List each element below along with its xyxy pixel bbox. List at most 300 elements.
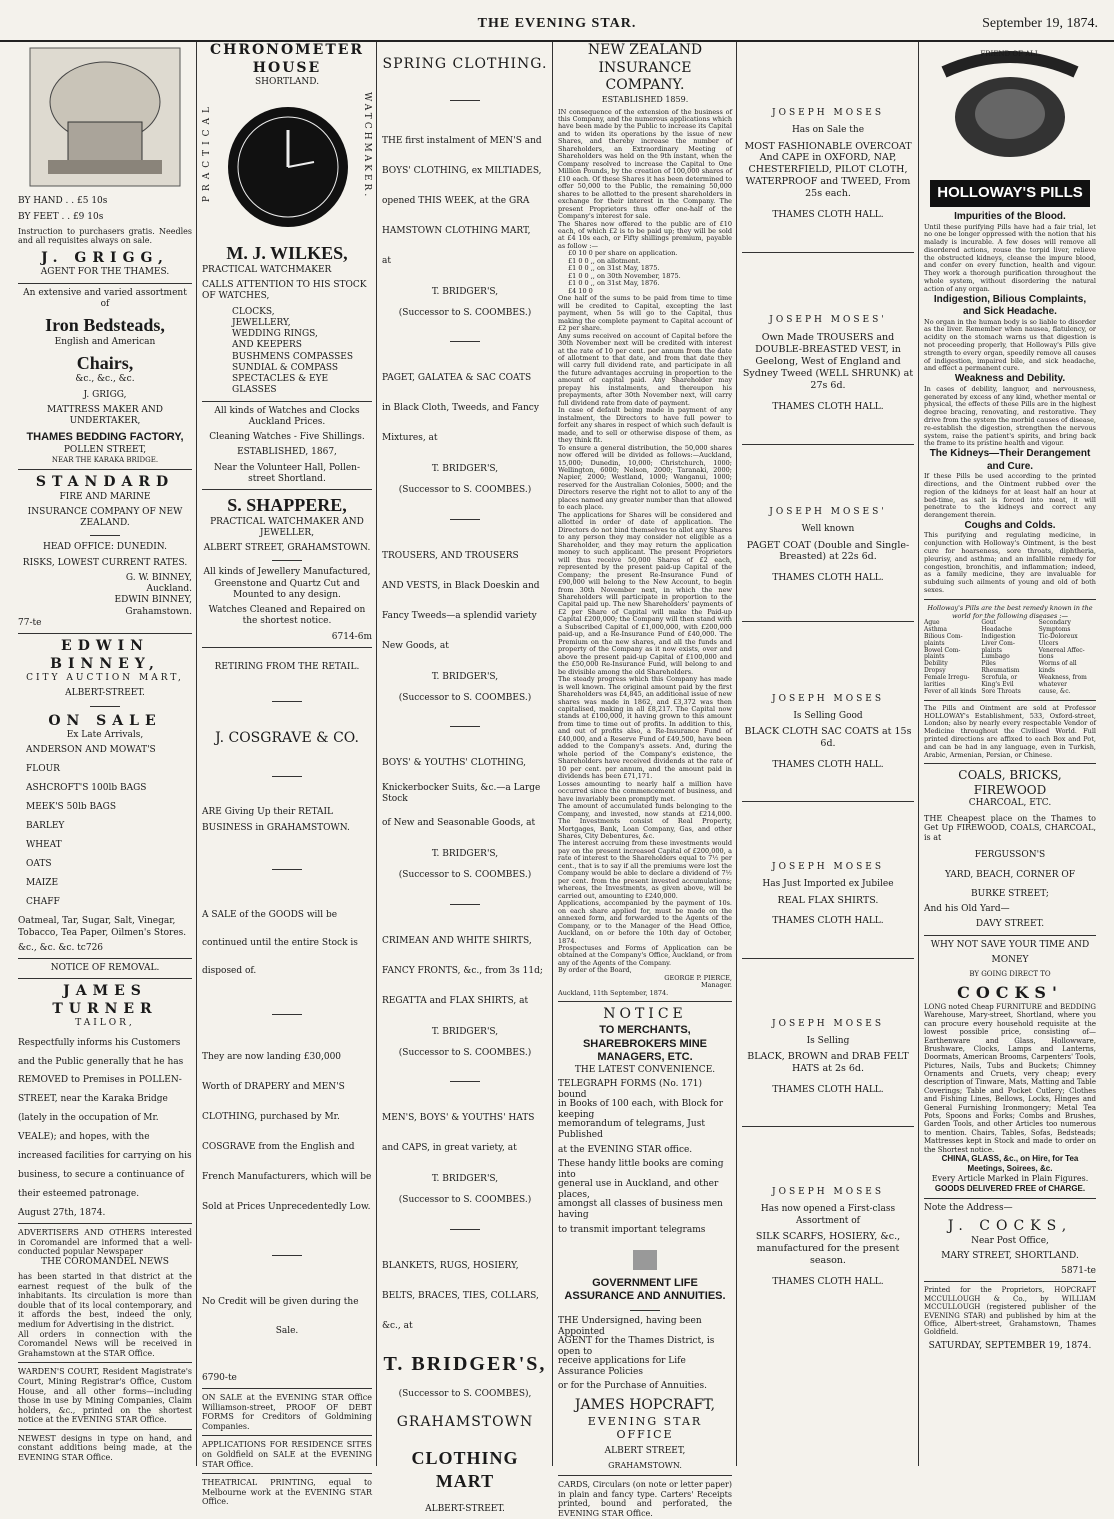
standard-sub2: INSURANCE COMPANY OF NEW ZEALAND. (27, 506, 183, 529)
bridger-line: Mixtures, at (382, 433, 438, 444)
mary-street: MARY STREET, SHORTLAND. (941, 1250, 1079, 1261)
disease-name: King's Evil (981, 681, 1014, 689)
disease-name: plaints (924, 653, 945, 661)
bridger-successor: (Successor to S. COOMBES.) (398, 692, 532, 703)
holloway-heading: Indigestion, Bilious Complaints, and Sick Headache. (933, 293, 1087, 318)
cards-circulars-ad: CARDS, Circulars (on note or letter paper) in plain and fancy type. Carters' Receipts printed, bound and perforated, the EVENING STAR Office. (558, 1480, 732, 1519)
imprint-date: SATURDAY, SEPTEMBER 19, 1874. (928, 1340, 1092, 1351)
chrono-location: Near the Volunteer Hall, Pollen-street Shortland. (213, 462, 361, 484)
disease-name: Liver Com- (981, 639, 1015, 647)
nz-paragraph: The applications for Shares will be considered and allotted in order of date of application. The Directors do not bind themselves to allot any Shares to any person they may consider not eligible as a Shareholder, and they may return the application money to such applicant. The present Proprietors will thus receive 50,000 Shares of £2 each, represented by the present paid-up Capital of the Company; the present Re-Insurance Fund of £90,000 will belong to the New Account, to begin from 30th November next, in which the new Shareholders will participate in proportion to the Capital paid up. The new Shareholders' payments of £2 per Share of Capital will make the Paid-up Capital £200,000; the Company will then stand with a Subscribed Capital of £1,000,000, with £200,000 paid-up, and a Re-Insurance Fund of £40,000. The Premium on the new shares, and all the funds and property of the Company as it now exists, over and above the present paid-up Capital of £100,000 and the £50,000 Re-Insurance Fund, will belong to and be divisible among the old Shareholders. (558, 510, 732, 676)
bridger-line: New Goods, at (382, 640, 449, 651)
wilkes-trade: PRACTICAL WATCHMAKER (202, 264, 332, 275)
note-address: Note the Address— (924, 1202, 1013, 1213)
agent-binney-2: EDWIN BINNEY, (114, 595, 192, 606)
grahamstown: GRAHAMSTOWN. (608, 1461, 682, 1471)
misc-stores: Oatmeal, Tar, Sugar, Salt, Vinegar, Tobacco, Tea Paper, Oilmen's Stores. (18, 916, 187, 938)
watchmaker-vertical: WATCHMAKER. (362, 92, 372, 200)
column-5 (742, 42, 914, 1466)
disease-name: Gout (981, 619, 997, 627)
gov-line: or for the Purchase of Annuities. (558, 1381, 707, 1392)
holloway-heading: Coughs and Colds. (964, 519, 1056, 531)
bridger-ad (382, 927, 548, 1083)
retiring-heading: RETIRING FROM THE RETAIL. (214, 661, 360, 672)
bridger-line: THE first instalment of MEN'S and (382, 135, 542, 146)
disease-name: Asthma (924, 625, 947, 633)
disease-name: Ulcers (1038, 639, 1059, 647)
retiring-line: continued until the entire Stock is (202, 937, 358, 948)
nz-paragraph: The steady progress which this Company has made is well known. The original amount paid by the first Shareholders was £4,845, an additional issue of new shares was made in 1862, and £3,372 was then capitalised, making in all £8,217. The Capital now stands at £100,000, it having grown to this amount from time to time out of profits. In addition to this, and out of profits also, a Re-Insurance Fund of £40,000, and a Reserve Fund of £49,500, have been added to the Company's assets. And, during the whole period of the Company's existence, the Shareholders have received dividends at the rate of 10 per cent. per annum, and the amount paid in dividends has been £71,171. (558, 675, 732, 781)
bridger-large-name: T. BRIDGER'S, (383, 1352, 547, 1375)
shappere-street: ALBERT STREET, GRAHAMSTOWN. (203, 543, 371, 553)
fergusson-name: FERGUSSON'S (974, 850, 1046, 861)
coromandel-text: has been started in that district at the earnest request of the bulk of the inhabitants. Its circulation is more than double that of its local contemporary, and it affords the best, indeed the only, medium for Advertising in the district. (18, 1271, 192, 1329)
retiring-line: Worth of DRAPERY and MEN'S (202, 1081, 345, 1092)
friend-of-all-banner: FRIEND OF ALL (980, 50, 1040, 59)
bridger-line: BLANKETS, RUGS, HOSIERY, (382, 1260, 519, 1271)
disease-name: Scrofula, or (981, 674, 1018, 682)
telegraph-forms-ad (558, 1006, 732, 1240)
disease-name: tions (1038, 653, 1054, 661)
clocks-prices: All kinds of Watches and Clocks Auckland Prices. (214, 405, 360, 427)
bridger-line: &c., at (382, 1320, 413, 1331)
bridger-ad-list (382, 127, 548, 1342)
warden-forms-ad: WARDEN'S COURT, Resident Magistrate's Court, Mining Registrar's Office, Custom House, and all other forms—including those in use by Mining Companies, Claim holders, &c., printed on the shortest notice at the EVENING STAR Office. (18, 1367, 192, 1425)
merchants-heading: TO MERCHANTS, SHAREBROKERS MINE MANAGERS, ETC. (582, 1023, 708, 1064)
disease-name: Lumbago (981, 653, 1010, 661)
chrono-heading: CHRONOMETER HOUSE (209, 42, 365, 76)
agent-location-2: Grahamstown. (125, 606, 192, 617)
column-rule (552, 42, 553, 1466)
schedule-row: £0 10 0 per share on application. (568, 249, 678, 258)
joseph-moses-ad (742, 507, 914, 622)
bridger-line: BOYS' CLOTHING, ex MILTIADES, (382, 165, 542, 176)
retiring-line: COSGRAVE from the English and (202, 1141, 355, 1152)
chrono-item: CLOCKS, (232, 306, 275, 317)
bridger-line: AND VESTS, in Black Doeskin and (382, 580, 540, 591)
instruction-text: Instruction to purchasers gratis. Needles and all requisites always on sale. (18, 226, 192, 246)
bridger-name: T. BRIDGER'S, (431, 1026, 499, 1037)
chrono-item: BUSHMENS COMPASSES (232, 351, 354, 362)
bridger-successor: (Successor to S. COOMBES.) (398, 485, 532, 496)
bridger-line: MEN'S, BOYS' & YOUTHS' HATS (382, 1113, 535, 1124)
nz-paragraph: One half of the sums to be paid from time to time will be credited to Capital, excepting the last payment, when 5s will go to the Capital, thus making the complete payment to Capital account of £2 per share. (558, 294, 732, 333)
shappere-name: S. SHAPPERE, (227, 495, 347, 515)
telegraph-text (558, 1080, 732, 1240)
gov-life-heading: GOVERNMENT LIFE ASSURANCE AND ANNUITIES. (564, 1276, 726, 1303)
government-life-ad (558, 1277, 732, 1472)
schedule-row: £4 10 0 (568, 286, 593, 295)
latest-convenience: THE LATEST CONVENIENCE. (574, 1065, 716, 1076)
thames-cloth-hall: THAMES CLOTH HALL. (772, 1276, 884, 1287)
agent-binney: G. W. BINNEY, (125, 572, 192, 583)
retiring-line: They are now landing £30,000 (202, 1051, 342, 1062)
established: ESTABLISHED, 1867, (237, 447, 337, 458)
moses-sub: Well known (801, 524, 855, 535)
binney-item: ASHCROFT'S 100lb BAGS (26, 783, 147, 794)
burke-street: BURKE STREET; (971, 888, 1049, 899)
removal-text: Respectfully informs his Customers and the Public generally that he has REMOVED to Premises in POLLEN-STREET, near the Karaka Bridge (lately in the occupation of Mr. VEALE); and hopes, with the increased facilities for carrying on his business, to secure a continuance of their esteemed patronage. (18, 1037, 192, 1199)
head-office: HEAD OFFICE: DUNEDIN. (43, 542, 167, 553)
disease-name: Bowel Com- (924, 646, 961, 654)
standard-sub: FIRE AND MARINE (59, 491, 151, 502)
removal-date: August 27th, 1874. (18, 1207, 106, 1218)
disease-name: whatever (1038, 681, 1068, 689)
hopcraft-name: JAMES HOPCRAFT, (574, 1397, 716, 1414)
disease-name: Ague (924, 619, 940, 627)
telegraph-line: in Books of 100 each, with Block for keeping (558, 1099, 723, 1121)
bridger-ad (382, 1104, 548, 1230)
disease-name: plaints (924, 639, 945, 647)
nz-insurance-established: ESTABLISHED 1859. (601, 94, 689, 104)
disease-name: Sore Throats (981, 687, 1021, 695)
joseph-moses-ad (742, 315, 914, 445)
risks-text: RISKS, LOWEST CURRENT RATES. (22, 557, 188, 568)
goods-delivered: GOODS DELIVERED FREE of CHARGE. (934, 1183, 1086, 1193)
joseph-moses-ad-list (742, 108, 914, 1288)
binney-heading: EDWIN BINNEY, (50, 638, 160, 672)
disease-name: Rheumatism (981, 667, 1020, 675)
retiring-line: CLOTHING, purchased by Mr. (202, 1111, 340, 1122)
street-text: POLLEN STREET, (63, 445, 147, 456)
issue-date: September 19, 1874. (982, 16, 1098, 31)
holloway-best-remedy: Holloway's Pills are the best remedy known in the world for the following diseases :— (927, 603, 1093, 620)
price-by-hand: BY HAND . . £5 10s (18, 196, 108, 207)
masthead (0, 0, 1114, 42)
ad-code: 6790-te (202, 1372, 237, 1383)
bridger-successor: (Successor to S. COOMBES.) (398, 1195, 532, 1206)
retiring-line: Sold at Prices Unprecedentedly Low. (202, 1201, 371, 1212)
charcoal-heading: CHARCOAL, ETC. (968, 798, 1052, 809)
moses-text: MOST FASHIONABLE OVERCOAT And CAPE in OXFORD, NAP, CHESTERFIELD, PILOT CLOTH, WATERPROOF and TWEED, From 25s each. (744, 140, 912, 199)
nz-insurance-ad (558, 42, 732, 997)
bridger-ad (382, 1252, 548, 1342)
turner-trade: TAILOR, (75, 1018, 135, 1029)
moses-text: Own Made TROUSERS and DOUBLE-BREASTED VEST, in Geelong, West of England and Sydney Tweed (WELL SHRUNK) at 27s 6d. (742, 332, 914, 391)
disease-name: plaints (981, 646, 1002, 654)
disease-table (924, 620, 1096, 696)
bridger-name: T. BRIDGER'S, (431, 1174, 499, 1184)
disease-name: Female Irregu- (924, 674, 970, 682)
telegraph-line: memorandum of telegrams, Just Published (558, 1119, 705, 1141)
holloway-heading: Weakness and Debility. (954, 373, 1066, 385)
binney-item: MEEK'S 50lb BAGS (26, 802, 116, 813)
cocks-name: COCKS' (957, 982, 1063, 1002)
holloway-text: No organ in the human body is so liable to disorder as the liver. Remember when nausea, flatulency, or acidity on the stomach warns us that digestion is not proceeding properly, that Holloway's Pills give strength to every organ, speedily remove all causes of indigestion, impaired bile, and sick headache, and effect a permanent cure. (924, 317, 1096, 373)
evening-star-office: EVENING STAR OFFICE (587, 1414, 703, 1442)
disease-name: Weakness, from (1038, 674, 1087, 682)
nz-insurance-body (558, 109, 732, 998)
cosgrave-retiring-ad (202, 662, 372, 1384)
moses-name: JOSEPH MOSES (772, 862, 884, 872)
notice-heading: NOTICE (603, 1006, 687, 1023)
chairs-heading: Chairs, (76, 352, 134, 373)
crest-icon (558, 1248, 732, 1272)
disease-name: Bilious Com- (924, 632, 963, 640)
bridger-ad (382, 749, 548, 905)
ad-code: 77-te (18, 617, 42, 628)
bridger-ad (382, 364, 548, 520)
holloway-heading: Impurities of the Blood. (954, 211, 1066, 222)
chronometer-house-ad (202, 42, 372, 485)
shappere-trade: PRACTICAL WATCHMAKER AND JEWELLER, (210, 516, 364, 538)
nz-paragraph: IN consequence of the extension of the business of this Company, and the numerous applications which have been made by the Public to increase its Capital and to widen its operations by the issue of new Shares, and thereby increase the number of Shareholders, an Extraordinary Meeting of Shareholders was held on the 9th instant, when the Company resolved to increase the Capital to One Million Pounds, by the creation of 100,000 shares of £10 each. Of these Shares it has been determined to offer 50,000 to the Public, the remaining 50,000 shares to be allotted to the present shareholders in exchange for their interest in the Company. The present Proprietors thus offer one-half of the Company's interest for sale. (558, 107, 732, 221)
telegraph-line: TELEGRAPH FORMS (No. 171) bound (558, 1079, 703, 1101)
etc-line: &c., &c. &c. tc726 (18, 942, 104, 953)
chrono-item: JEWELLERY, (232, 317, 291, 328)
disease-name: Fever of all kinds (924, 687, 977, 695)
retiring-line: A SALE of the GOODS will be (202, 909, 338, 920)
cocks-name-2: J. COCKS, (947, 1218, 1073, 1235)
binney-item: WHEAT (26, 840, 62, 851)
column-rule (196, 42, 197, 1466)
thames-cloth-hall: THAMES CLOTH HALL. (772, 401, 884, 412)
column-rule (918, 42, 919, 1466)
retiring-line: disposed of. (202, 965, 257, 976)
residence-sites-ad: APPLICATIONS FOR RESIDENCE SITES on Goldfield on SALE at the EVENING STAR Office. (202, 1440, 372, 1469)
retiring-line: BUSINESS in GRAHAMSTOWN. (202, 822, 350, 833)
thames-cloth-hall: THAMES CLOTH HALL. (772, 916, 884, 927)
thames-cloth-hall: THAMES CLOTH HALL. (772, 759, 884, 770)
binney-item-list (18, 745, 192, 916)
bedsteads-heading: Iron Bedsteads, (45, 315, 165, 336)
disease-name: Venereal Affec- (1038, 646, 1085, 654)
bridger-line: CRIMEAN AND WHITE SHIRTS, (382, 935, 532, 946)
schedule-row: £1 0 0 ,, on 30th November, 1875. (568, 271, 681, 280)
moses-name: JOSEPH MOSES' (769, 315, 887, 326)
nz-signature: GEORGE P. PIERCE, (664, 973, 732, 982)
holloway-text: If these Pills be used according to the printed directions, and the Ointment rubbed over the region of the kidneys for at least half an hour at bed-time, as salt is forced into meat, it will penetrate to the kidneys and correct any derangement therein. (924, 472, 1096, 520)
spring-clothing-heading: SPRING CLOTHING. (382, 56, 548, 72)
bridger-line: BELTS, BRACES, TIES, COLLARS, (382, 1290, 539, 1301)
chrono-item: WEDDING RINGS, (232, 329, 318, 339)
column-6 (924, 42, 1096, 1466)
moses-text: BLACK, BROWN and DRAB FELT HATS at 2s 6d. (747, 1051, 909, 1074)
disease-name: Tic-Doloreux (1038, 632, 1078, 640)
retiring-line: Sale. (275, 1325, 299, 1336)
holloway-text: This purifying and regulating medicine, in conjunction with Holloway's Ointment, is the best cure for hoarseness, sore throats, diphtheria, pleurisy, and asthma; and an infallible remedy for congestion, bronchitis, and inflammation; indeed, as a family medicine, they are invaluable for subduing such ailments of young and old of both sexes. (924, 531, 1096, 594)
bridger-ad (382, 542, 548, 728)
moses-name: JOSEPH MOSES' (769, 507, 887, 517)
schedule-row: £1 0 0 ,, on 31st May, 1876. (568, 279, 660, 288)
moses-text: REAL FLAX SHIRTS. (777, 894, 879, 906)
joseph-moses-ad (742, 694, 914, 803)
going-direct: BY GOING DIRECT TO (969, 970, 1051, 979)
disease-name: Indigestion (981, 632, 1016, 640)
telegraph-line: at the EVENING STAR office. (558, 1144, 693, 1155)
binney-item: OATS (26, 859, 52, 870)
column-4 (558, 42, 732, 1519)
removal-heading: NOTICE OF REMOVAL. (50, 963, 160, 974)
bridger-successor: (Successor to S. COOMBES.) (398, 1047, 532, 1058)
bridger-ad (382, 127, 548, 343)
removal-ad (18, 963, 192, 1219)
moses-name: JOSEPH MOSES (772, 1018, 884, 1029)
fergusson-ad (924, 768, 1096, 930)
nz-paragraph: To ensure a general distribution, the 50,000 shares now offered will be divided as follows:—Auckland, 15,000; Dunedin, 10,000; Christchurch, 1000; Wellington, 6000; Nelson, 2000; Taranaki, 2000; Napier, 2000; Westland, 1000; Wanganui, 1000; reserved for the Australian Colonies, 5000; and the Directors reserve the right not to allot to any of the places named any greater number than that allowed to each place. (558, 443, 732, 512)
telegraph-line: These handy little books are coming into (558, 1159, 724, 1181)
bedsteads-sub: English and American (54, 336, 156, 347)
disease-name: Headache (981, 625, 1012, 633)
bridger-line: REGATTA and FLAX SHIRTS, at (382, 995, 529, 1006)
coromandel-orders: All orders in connection with the Coromandel News will be received in Grahamstown at the STAR Office. (18, 1329, 192, 1358)
standard-insurance-ad (18, 474, 192, 629)
thames-cloth-hall: THAMES CLOTH HALL. (772, 209, 884, 220)
old-yard: And his Old Yard— (924, 904, 1010, 915)
nz-signature-title: Manager. (700, 981, 732, 990)
nz-paragraph: Any sums received on account of Capital before the 30th November next will be credited with interest at the rate of 10 per cent. per annum from the date of allotment to that date, and from that date they will carry full dividend rate, and participate in all the future advantages accruing in proportion to the amount of capital paid. Any Shareholder may prepay his instalments, and thereupon his prepayments, after 30th November next, will carry full dividend rate from date of payment. (558, 331, 732, 407)
moses-name: JOSEPH MOSES (772, 108, 884, 118)
albert-street-text: ALBERT-STREET. (425, 1504, 505, 1515)
thames-cloth-hall: THAMES CLOTH HALL. (772, 1084, 884, 1095)
binney-item: FLOUR (26, 764, 60, 775)
nz-paragraph: Losses amounting to nearly half a million have occurred since the commencement of business, and have invariably been promptly met. (558, 779, 732, 803)
binney-street: ALBERT-STREET. (65, 688, 145, 699)
moses-text: BLACK CLOTH SAC COATS at 15s 6d. (744, 726, 912, 749)
nz-order: By order of the Board, (558, 966, 632, 975)
albert-street: ALBERT STREET, (604, 1446, 686, 1457)
wilkes-name: M. J. WILKES, (226, 243, 348, 264)
near-text: NEAR THE KARAKA BRIDGE. (51, 456, 159, 465)
ad-code: 5871-te (1061, 1266, 1096, 1277)
bridger-successor: (Successor to S. COOMBES), (398, 1388, 532, 1399)
gov-line: AGENT for the Thames District, is open to (558, 1335, 715, 1358)
sewing-machine-ad (18, 42, 192, 279)
chrono-item-list (202, 307, 372, 397)
column-rule (376, 42, 377, 1466)
column-1 (18, 42, 192, 1466)
moses-sub: Is Selling Good (793, 710, 863, 721)
telegraph-line: amongst all classes of business men having (558, 1199, 723, 1221)
retiring-line: ARE Giving Up their RETAIL (202, 806, 334, 817)
cleaning-price: Cleaning Watches - Five Shillings. (209, 432, 365, 442)
clock-illustration (224, 92, 352, 242)
retiring-line: French Manufacturers, which will be (202, 1171, 372, 1182)
bridger-name: T. BRIDGER'S, (431, 671, 499, 682)
standard-heading: STANDARD (35, 474, 175, 491)
moses-sub: Is Selling (806, 1035, 850, 1046)
disease-name: larities (924, 681, 946, 689)
ad-code: 6714-6m (331, 631, 372, 642)
holloway-crest-illustration (924, 42, 1096, 172)
shappere-ad (202, 494, 372, 643)
bridger-line: BOYS' & YOUTHS' CLOTHING, (382, 758, 526, 769)
nz-date: Auckland, 11th September, 1874. (558, 988, 669, 997)
schedule-row: £1 0 0 ,, on 31st May, 1875. (568, 264, 660, 273)
bridger-line: at (382, 255, 391, 266)
bridger-line: of New and Seasonable Goods, at (382, 818, 536, 829)
telegraph-line: to transmit important telegrams (558, 1224, 706, 1235)
disease-name: Symptoms (1038, 625, 1071, 633)
holloway-text: The Pills and Ointment are sold at Professor HOLLOWAY's Establishment, 533, Oxford-street, London; also by nearly every respectable Vendor of Medicine throughout the Civilised World. Full printed directions are affixed to each Box and Pot, and can be had in any language, even in Turkish, Arabic, Armenian, Persian, or Chinese. (924, 703, 1096, 759)
moses-name: JOSEPH MOSES (772, 693, 884, 704)
shappere-text: All kinds of Jewellery Manufactured, Greenstone and Quartz Cut and Mounted to any design. (203, 567, 371, 600)
etc-line: &c., &c., &c. (75, 374, 135, 385)
cocks-text: LONG noted Cheap FURNITURE and BEDDING Warehouse, Mary-street, Shortland, where you can procure every household requisite at the lowest possible price, consisting of—Earthenware and Glass, Hollowware, Brushware, Clocks, Lamps and Lanterns, Doormats, American Brooms, Carpenters' Tools, Pictures, Nails, Tubs and Buckets; Chimney Ornaments and Cruets, very cheap; every description of Tinware, Mats, Matting and Table Coverings; Table and Pocket Cutlery; Clothes and Fishing Lines, Bellows, Locks, Hinges and General Furnishing Ironmongery; Metal Tea Pots, Spoons and Forks; Combs and Brushes, Garden Tools, and other Articles too numerous to mention. Chairs, Tables, Sofas, Bedsteads; Mattresses kept in Stock and made to order on the Shortest notice. (924, 1002, 1096, 1154)
binney-item: ANDERSON AND MOWAT'S (26, 745, 156, 756)
schedule-row: £1 0 0 ,, on allotment. (568, 256, 641, 265)
bridger-line: opened THIS WEEK, at the GRA (382, 195, 530, 206)
disease-name: Piles (981, 660, 996, 668)
joseph-moses-ad (742, 108, 914, 253)
gov-life-text (558, 1317, 732, 1397)
holloway-text: In cases of debility, languor, and nervousness, generated by excess of any kind, whether mental or physical, the effects of these Pills are in the highest degree bracing, renovating, and restorative. They drive from the system the morbid causes of disease, re-establish the digestion, strengthen the nervous system, raise the patient's spirits, and bring back the frame to its pristine health and vigour. (924, 384, 1096, 448)
bridger-name: T. BRIDGER'S, (431, 464, 499, 474)
gov-line: receive applications for Life Assurance Policies (558, 1355, 686, 1378)
bridger-name: T. BRIDGER'S, (431, 286, 499, 297)
holloway-text: Until these purifying Pills have had a fair trial, let no one be longer oppressed with the notion that his malady is incurable. A few doses will remove all disordered actions, rouse the torpid liver, relieve the obstructed kidneys, cleanse the impure blood, and confer on every function, health and vigour. They work a thorough purification throughout the whole system, without disordering the natural action of any organ. (924, 222, 1096, 293)
bridger-successor: (Successor to S. COOMBES.) (398, 870, 532, 881)
disease-name: Dropsy (924, 667, 946, 675)
column-3 (382, 42, 548, 1515)
bedsteads-ad (18, 288, 192, 466)
cocks-furniture-ad (924, 940, 1096, 1278)
binney-item: MAIZE (26, 878, 59, 889)
moses-sub: Has on Sale the (791, 125, 865, 136)
bridger-line: TROUSERS, AND TROUSERS (382, 550, 519, 561)
trade-text: MATTRESS MAKER AND UNDERTAKER, (46, 404, 163, 427)
turner-name: JAMES TURNER (52, 983, 158, 1017)
nz-paragraph: In case of default being made in payment of any instalment, the Directors to have full power to forfeit any shares in respect of which such default is made, and to sell or otherwise dispose of them, as they think fit. (558, 406, 732, 445)
cosgrave-name: J. COSGRAVE & CO. (215, 730, 359, 746)
disease-name: kinds (1038, 667, 1055, 675)
gov-line: THE Undersigned, having been Appointed (558, 1315, 702, 1338)
nz-paragraph: The Shares now offered to the public are of £10 each, of which £2 is to be paid up; they will be sold at £4 10s each, or Fifty shillings premium, payable as follow :— (558, 219, 732, 250)
bridger-successor: (Successor to S. COOMBES.) (398, 307, 532, 318)
nz-paragraph: The amount of accumulated funds belonging to the Company, and invested, now stands at £214,000. The Investments consist of Real Property, Mortgages, Bank, Loan Company, Gas, and other Shares, City Debentures, &c. (558, 802, 732, 840)
bridger-line: Fancy Tweeds—a splendid variety (382, 610, 537, 621)
nz-insurance-heading: NEW ZEALAND INSURANCE COMPANY. (587, 42, 703, 93)
thames-cloth-hall: THAMES CLOTH HALL. (772, 573, 884, 584)
money-text: MONEY (991, 954, 1029, 965)
why-not-save: WHY NOT SAVE YOUR TIME AND (930, 939, 1090, 950)
nz-paragraph: Applications, accompanied by the payment of 10s. on each share applied for, must be made on the annexed form, and forwarded to the Agents of the Company, or to the Manager of the Head Office, Auckland, on or before the 10th day of October, 1874. (558, 899, 732, 945)
nz-paragraph: Prospectuses and Forms of Application can be obtained at the Company's Office, Auckland, or from any of the Agents of the Company. (558, 944, 732, 967)
factory-name: THAMES BEDDING FACTORY, (26, 431, 184, 444)
moses-text: SILK SCARFS, HOSIERY, &c., manufactured for the present season. (755, 1230, 901, 1266)
holloway-heading: The Kidneys—Their Derangement and Cure. (929, 448, 1091, 472)
holloways-pills-banner: HOLLOWAY'S PILLS (930, 180, 1090, 207)
newspaper-title: THE EVENING STAR. (477, 16, 637, 31)
calls-attention: CALLS ATTENTION TO HIS STOCK OF WATCHES, (202, 280, 367, 302)
disease-name: cause, &c. (1038, 687, 1071, 695)
china-hire: CHINA, GLASS, &c., on Hire, for Tea Meetings, Soirees, &c. (941, 1153, 1079, 1173)
chrono-item: SPECTACLES & EYE GLASSES (232, 374, 329, 396)
grigg-name: J. GRIGG, (41, 249, 169, 266)
plain-figures: Every Article Marked in Plain Figures. (931, 1173, 1089, 1183)
coromandel-intro: ADVERTISERS AND OTHERS interested in Coromandel are informed that a well-conducted popular Newspaper (18, 1227, 192, 1257)
practical-vertical: PRACTICAL (202, 102, 212, 203)
column-rule (736, 42, 737, 1466)
agent-text: AGENT FOR THE THAMES. (40, 267, 170, 278)
moses-sub: Has Just Imported ex Jubilee (762, 879, 894, 890)
coromandel-ad (18, 1228, 192, 1358)
theatrical-printing-ad: THEATRICAL PRINTING, equal to Melbourne work at the EVENING STAR Office. (202, 1478, 372, 1507)
chrono-item: AND KEEPERS (232, 340, 302, 351)
binney-item: BARLEY (26, 821, 65, 832)
proof-of-debt-ad: ON SALE at the EVENING STAR Office Williamson-street, PROOF OF DEBT FORMS for Creditors of Goldmining Companies. (202, 1393, 372, 1431)
nz-schedule (558, 250, 732, 295)
binney-item: CHAFF (26, 897, 60, 908)
printer-imprint: Printed for the Proprietors, HOPCRAFT MCCULLOUGH & Co., by WILLIAM MCCULLOUGH (registered publisher of the EVENING STAR) and published by him at the Office, Albert-street, Grahamstown, Thames Goldfield. (924, 1286, 1096, 1337)
disease-name: Secondary (1038, 619, 1071, 627)
disease-name: Worms of all (1038, 660, 1077, 668)
bridger-line: and CAPS, in great variety, at (382, 1143, 517, 1154)
davy-street: DAVY STREET. (975, 919, 1045, 930)
moses-text: PAGET COAT (Double and Single-Breasted) at 22s 6d. (746, 539, 910, 563)
holloways-ad (924, 42, 1096, 759)
sewing-machine-illustration (18, 42, 192, 192)
